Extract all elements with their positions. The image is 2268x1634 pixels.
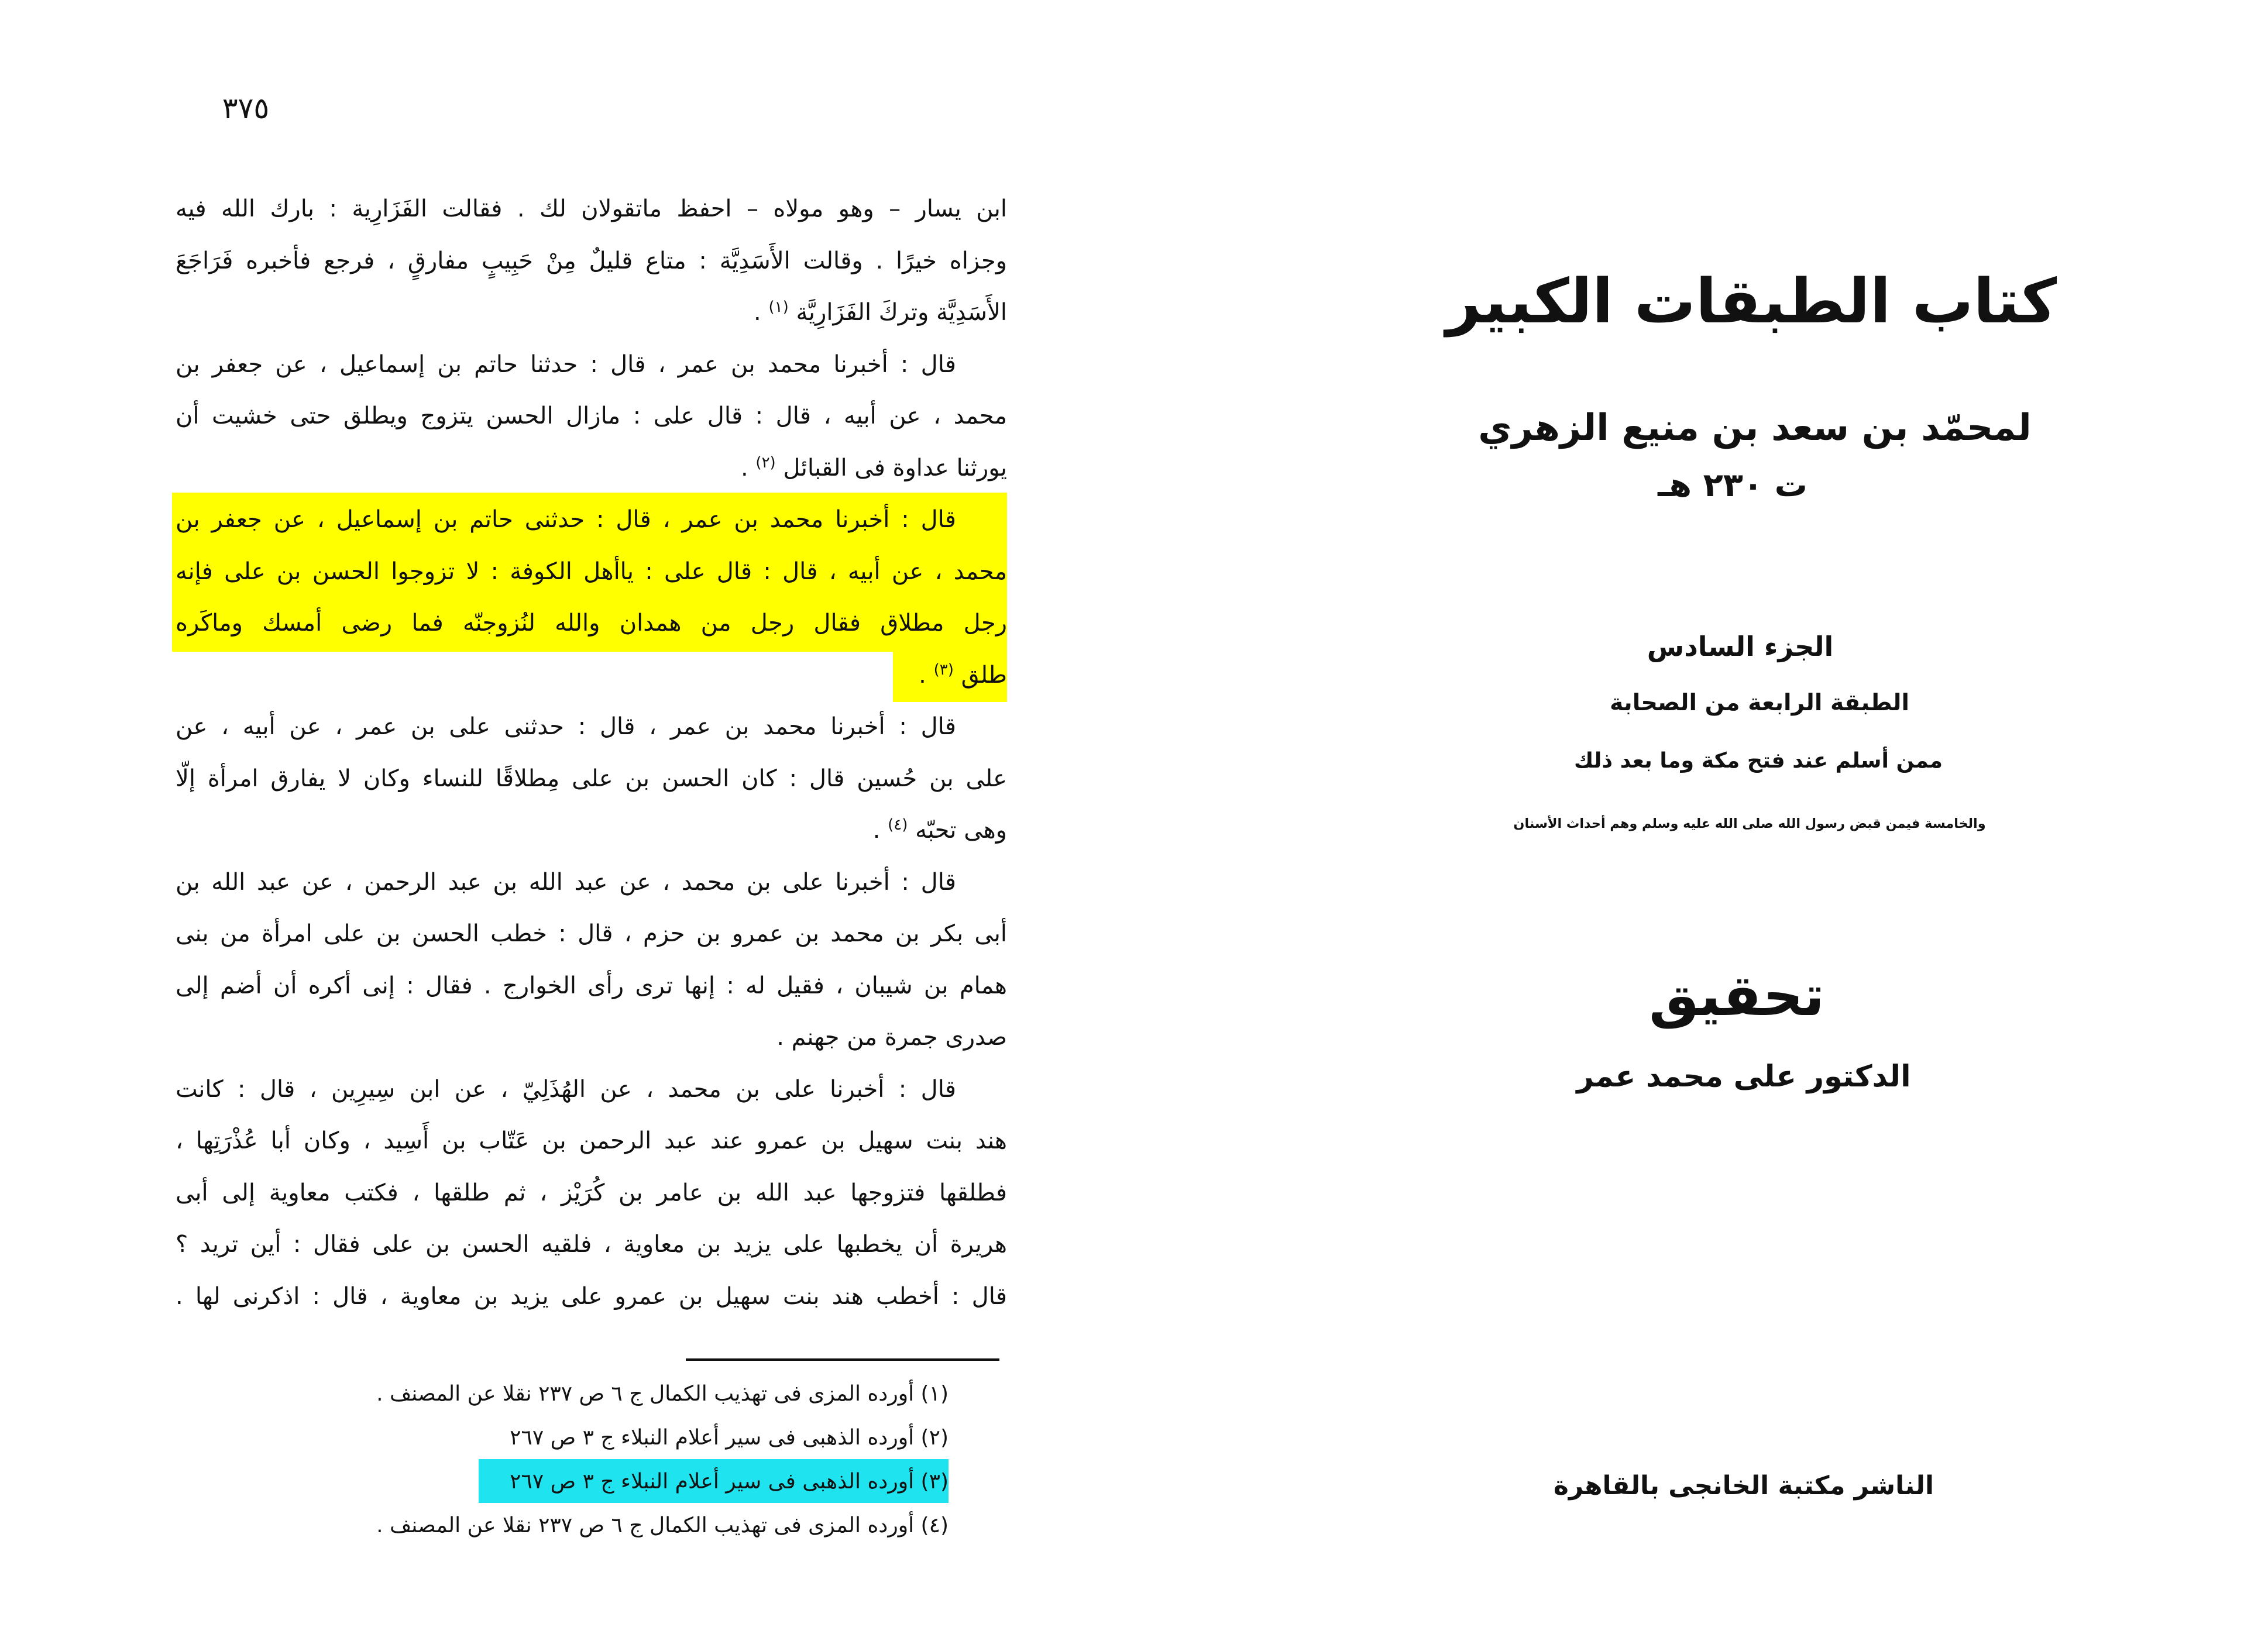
body-line: فطلقها فتزوجها عبد الله بن عامر بن كُرَيْز ، ثم طلقها ، فكتب معاوية إلى أبى [176, 1179, 1007, 1206]
body-line [175, 649, 1007, 701]
footnote-ref: (١) [768, 298, 789, 316]
body-line-text: الأَسَدِيَّة وتركَ الفَزَارِيَّة [796, 299, 1007, 326]
publisher-line: الناشر مكتبة الخانجى بالقاهرة [1554, 1471, 1934, 1501]
footnotes [293, 1372, 949, 1547]
body-line: أبى بكر بن محمد بن عمرو بن حزم ، قال : خطب الحسن بن على امرأة من بنى [176, 920, 1007, 947]
scope-line-2: والخامسة فيمن قبض رسول الله صلى الله عليه وسلم وهم أحداث الأسنان [1513, 816, 1986, 831]
book-title: كتاب الطبقات الكبير [1446, 266, 2057, 337]
death-date: ت ٢٣٠ هـ [1658, 466, 1807, 504]
body-line [175, 287, 1007, 339]
footnote-ref: (٢) [755, 453, 776, 472]
footnote-ref: (٣) [933, 661, 954, 679]
body-line-tail: . [872, 817, 881, 844]
body-line: همام بن شيبان ، فقيل له : إنها ترى رأى الخوارج . فقال : إنى أكره أن أضم إلى [176, 972, 1007, 999]
footnote: (٤) أورده المزى فى تهذيب الكمال ج ٦ ص ٢٣٧ نقلا عن المصنف . [376, 1513, 949, 1537]
body-line: قال : أخبرنا على بن محمد ، عن الهُذَلِيّ ، عن ابن سِيرِين ، قال : كانت [176, 1075, 956, 1103]
body-line: على بن حُسين قال : كان الحسن بن على مِطلاقًا للنساء وكان لا يفارق امرأة إلّا [176, 765, 1007, 792]
body-line [175, 1012, 1007, 1064]
footnote: (٣) أورده الذهبى فى سير أعلام النبلاء ج ٣ ص ٢٦٧ [510, 1470, 949, 1494]
body-text [175, 183, 1007, 1322]
body-line: محمد ، عن أبيه ، قال : قال على : ياأهل الكوفة : لا تزوجوا الحسن بن على فإنه [176, 558, 1007, 585]
body-line-text: يورثنا عداوة فى القبائل [783, 454, 1007, 481]
volume-label: الجزء السادس [1647, 631, 1834, 662]
scope-line: ممن أسلم عند فتح مكة وما بعد ذلك [1573, 748, 1943, 773]
tahqiq-label: تحقيق [1648, 963, 1825, 1028]
body-line-text: وهى تحبّه [915, 817, 1007, 844]
footnote: (١) أورده المزى فى تهذيب الكمال ج ٦ ص ٢٣٧ نقلا عن المصنف . [376, 1382, 949, 1406]
body-line-tail: . [740, 454, 748, 481]
body-line: ابن يسار – وهو مولاه – احفظ ماتقولان لك . فقالت الفَزَارِية : بارك الله فيه [176, 195, 1007, 222]
body-line: وجزاه خيرًا . وقالت الأَسَدِيَّة : متاع قليلٌ مِنْ حَبِيبٍ مفارقٍ ، فرجع فأخبره فَرَاجَعَ [176, 247, 1007, 274]
body-line [175, 804, 1007, 856]
editor-name: الدكتور على محمد عمر [1576, 1059, 1911, 1094]
body-line-tail: . [776, 1024, 784, 1051]
body-line: قال : أخبرنا محمد بن عمر ، قال : حدثنى حاتم بن إسماعيل ، عن جعفر بن [176, 506, 956, 533]
body-line: هند بنت سهيل بن عمرو عند عبد الرحمن بن عَتّاب بن أَسِيد ، وكان أبا عُذْرَتِها ، [176, 1127, 1007, 1154]
body-line: قال : أخبرنا محمد بن عمر ، قال : حدثنى على بن عمر ، عن أبيه ، عن [176, 713, 956, 740]
body-line-text: طلق [961, 661, 1007, 689]
author-name: لمحمّد بن سعد بن منيع الزهري [1478, 406, 2032, 449]
body-line-tail: . [754, 299, 761, 326]
tabaqa-label: الطبقة الرابعة من الصحابة [1610, 689, 1909, 716]
footnote: (٢) أورده الذهبى فى سير أعلام النبلاء ج ٣ ص ٢٦٧ [510, 1426, 949, 1450]
footnote-ref: (٤) [888, 816, 908, 834]
page-number: ٣٧٥ [222, 91, 270, 125]
footnote-separator [686, 1358, 999, 1361]
body-line: قال : أخبرنا على بن محمد ، عن عبد الله بن عبد الرحمن ، عن عبد الله بن [176, 868, 956, 896]
body-line: محمد ، عن أبيه ، قال : قال على : مازال الحسن يتزوج ويطلق حتى خشيت أن [176, 403, 1007, 429]
body-line-text: صدرى جمرة من جهنم [791, 1024, 1007, 1051]
body-line: رجل مطلاق فقال رجل من همدان والله لنُزوجنّه فما رضى أمسك وماكَره [176, 610, 1007, 637]
body-line: قال : أخبرنا محمد بن عمر ، قال : حدثنا حاتم بن إسماعيل ، عن جعفر بن [176, 350, 956, 378]
body-line: هريرة أن يخطبها على يزيد بن معاوية ، فلقيه الحسن بن على فقال : أين تريد ؟ [176, 1231, 1007, 1258]
body-line-tail: . [919, 661, 926, 689]
body-line: قال : أخطب هند بنت سهيل بن عمرو على يزيد بن معاوية ، قال : اذكرنى لها . [176, 1282, 1007, 1310]
body-line [175, 442, 1007, 494]
